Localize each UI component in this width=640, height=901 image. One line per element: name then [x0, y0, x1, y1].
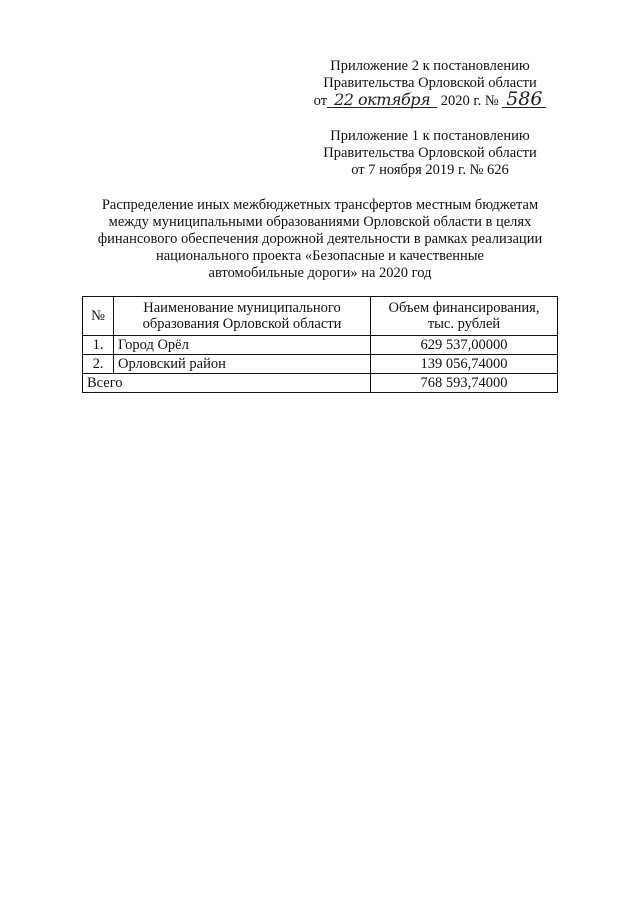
title-line-5: автомобильные дороги» на 2020 год — [208, 265, 432, 281]
appendix-2-date-line — [300, 88, 560, 110]
row-amount: 629 537,00000 — [371, 336, 558, 355]
appendix-2-line1: Приложение 2 к постановлению — [330, 58, 530, 74]
row-amount: 139 056,74000 — [371, 355, 558, 374]
document-title — [70, 197, 570, 282]
allocation-table — [82, 296, 558, 393]
appendix-1-line3: от 7 ноября 2019 г. № 626 — [351, 162, 509, 178]
table-total-row — [83, 374, 558, 393]
appendix-2-line2: Правительства Орловской области — [323, 75, 537, 91]
total-amount: 768 593,74000 — [371, 374, 558, 393]
table-header-row — [83, 297, 558, 336]
header-municipality: Наименование муниципального образования Орловской области — [114, 297, 371, 336]
appendix-1-header — [300, 128, 560, 179]
total-label: Всего — [83, 374, 371, 393]
date-prefix: от — [313, 93, 328, 109]
table-row — [83, 336, 558, 355]
row-number: 1. — [83, 336, 114, 355]
table-row — [83, 355, 558, 374]
title-line-1: Распределение иных межбюджетных трансфертов местным бюджетам — [101, 197, 539, 213]
header-amount: Объем финансирования, тыс. рублей — [371, 297, 558, 336]
title-line-4: национального проекта «Безопасные и качественные — [155, 248, 484, 264]
handwritten-date: 22 октября — [327, 92, 437, 108]
header-number: № — [83, 297, 114, 336]
title-line-2: между муниципальными образованиями Орловской области в целях — [108, 214, 532, 230]
appendix-2-header — [300, 58, 560, 110]
appendix-1-line2: Правительства Орловской области — [323, 145, 537, 161]
year-part: 2020 г. № — [440, 93, 499, 109]
title-line-3: финансового обеспечения дорожной деятельности в рамках реализации — [97, 231, 543, 247]
row-number: 2. — [83, 355, 114, 374]
appendix-1-line1: Приложение 1 к постановлению — [330, 128, 530, 144]
row-municipality: Орловский район — [114, 355, 371, 374]
row-municipality: Город Орёл — [114, 336, 371, 355]
handwritten-number: 586 — [502, 92, 546, 108]
